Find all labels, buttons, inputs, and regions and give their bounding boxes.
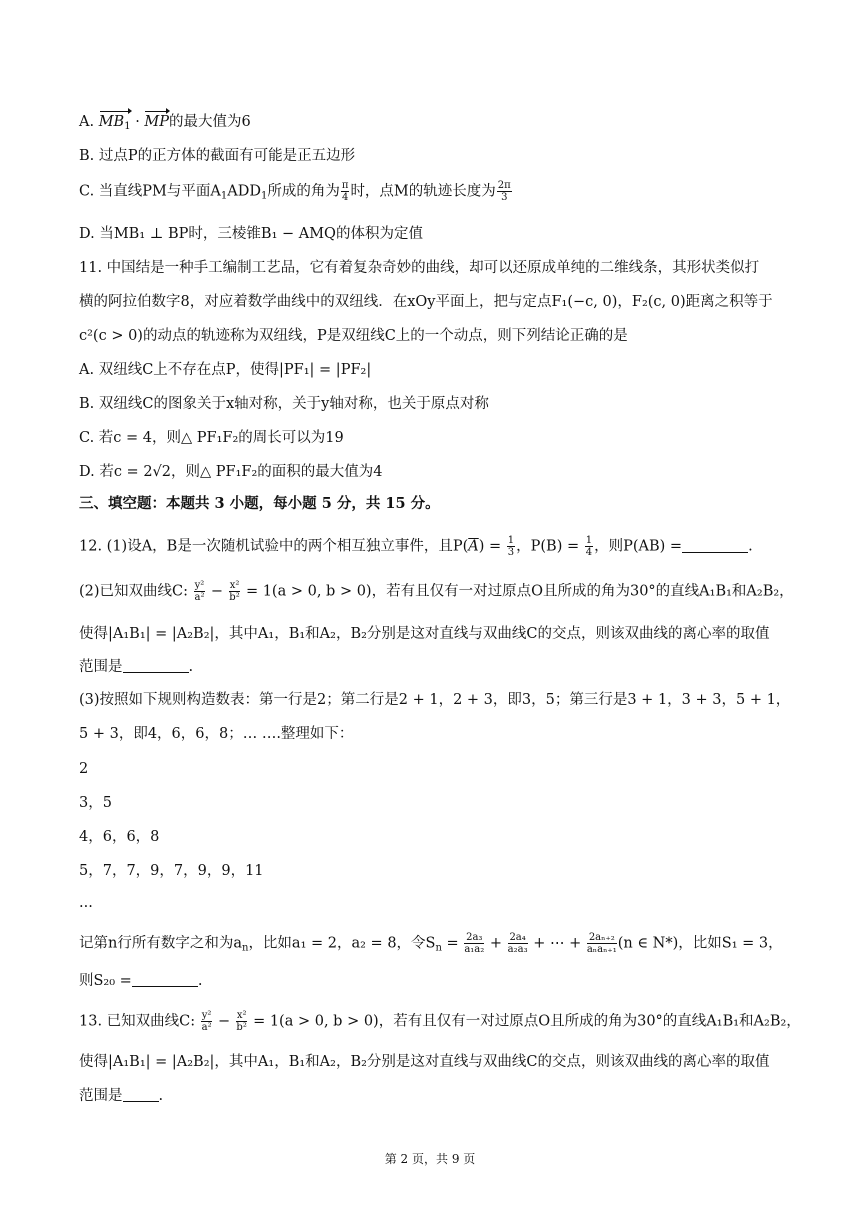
answer-blank — [123, 658, 189, 673]
q12-part2-line3: 范围是 . — [79, 659, 194, 675]
table-row: ... — [79, 895, 93, 911]
q13-line1: 13. 已知双曲线C: $\frac{\text{y²}}{\text{a²}}$ − $\frac{\text{x²}}{\text{b²}}$ = 1(a > 0, b > 0)，若有且仅有一对过原点O且所成的角为30°的直线A₁B₁和A₂B₂， — [79, 1010, 801, 1033]
section-heading: 三、填空题：本题共 3 小题，每小题 5 分，共 15 分。 — [79, 495, 440, 512]
q12-part3-final: 则S₂₀ = . — [79, 973, 203, 989]
table-row: 2 — [79, 761, 89, 777]
q11-stem-line3: c²(c > 0)的动点的轨迹称为双纽线，P是双纽线C上的一个动点，则下列结论正确的是 — [79, 328, 628, 344]
q12-part3-line1: (3)按照如下规则构造数表：第一行是2；第二行是2 + 1，2 + 3，即3，5；第三行是3 + 1，3 + 3，5 + 1， — [79, 692, 791, 708]
q10-option-a: A. $MB_1$ · MP的最大值为6 — [79, 112, 790, 137]
answer-blank — [682, 538, 748, 553]
answer-blank — [132, 972, 198, 987]
q11-option-a: A. 双纽线C上不存在点P，使得|PF₁| = |PF₂| — [79, 362, 372, 378]
q10-option-b: B. 过点P的正方体的截面有可能是正五边形 — [79, 148, 356, 164]
q11-option-c: C. 若c = 4，则△ PF₁F₂的周长可以为19 — [79, 430, 344, 446]
q12-part3-sum: 记第n行所有数字之和为$a_n$，比如a₁ = 2，a₂ = 8，令$S_n$ = $\frac{\text{2a₃}}{\text{a₁a₂}}$ + $\frac{\text{2a₄}}{\text{a₂a₃}}$ + ⋯ + $\frac{\text{2aₙ₊₂}}{\text{aₙaₙ₊₁}}$ (n ∈ N*)，比如S₁ = 3， — [79, 932, 783, 955]
q10-option-c: C. 当直线PM与平面$A_1ADD_1$所成的角为 $\frac{\pi}{4}$ 时，点M的轨迹长度为 $\frac{2\pi}{3}$ — [79, 180, 511, 203]
q11-stem-line1: 11. 中国结是一种手工编制工艺品，它有着复杂奇妙的曲线，却可以还原成单纯的二维线条，其形状类似打 — [79, 260, 760, 276]
q11-option-b: B. 双纽线C的图象关于x轴对称，关于y轴对称，也关于原点对称 — [79, 396, 489, 412]
answer-blank — [123, 1087, 159, 1102]
q10-option-d: D. 当MB₁ ⊥ BP时，三棱锥B₁ − AMQ的体积为定值 — [79, 226, 423, 242]
q11-stem-line2: 横的阿拉伯数字8，对应着数学曲线中的双纽线．在xOy平面上，把与定点F₁(−c, 0)，F₂(c, 0)距离之积等于 — [79, 294, 773, 310]
page-footer: 第 2 页，共 9 页 — [384, 1152, 476, 1166]
q13-line2: 使得|A₁B₁| = |A₂B₂|，其中A₁，B₁和A₂，B₂分别是这对直线与双曲线C的交点，则该双曲线的离心率的取值 — [79, 1054, 770, 1070]
q12-part2-line2: 使得|A₁B₁| = |A₂B₂|，其中A₁，B₁和A₂，B₂分别是这对直线与双曲线C的交点，则该双曲线的离心率的取值 — [79, 626, 770, 642]
table-row: 5，7，7，9，7，9，9，11 — [79, 863, 264, 879]
q12-part1: 12. (1)设A，B是一次随机试验中的两个相互独立事件，且$P(\overline{A})$ = $\frac{1}{3}$ ，P(B) = $\frac{1}{4}$ ，则P(AB) = . — [79, 535, 753, 558]
q12-part2-line1: (2)已知双曲线C: $\frac{\text{y²}}{\text{a²}}$ − $\frac{\text{x²}}{\text{b²}}$ = 1(a > 0, b > 0)，若有且仅有一对过原点O且所成的角为30°的直线A₁B₁和A₂B₂， — [79, 580, 794, 603]
table-row: 3，5 — [79, 795, 112, 811]
q12-part3-line2: 5 + 3，即4，6，6，8；… ….整理如下： — [79, 726, 354, 742]
q11-option-d: D. 若c = 2√2，则△ PF₁F₂的面积的最大值为4 — [79, 464, 383, 480]
q13-line3: 范围是 . — [79, 1088, 164, 1104]
table-row: 4，6，6，8 — [79, 829, 160, 845]
